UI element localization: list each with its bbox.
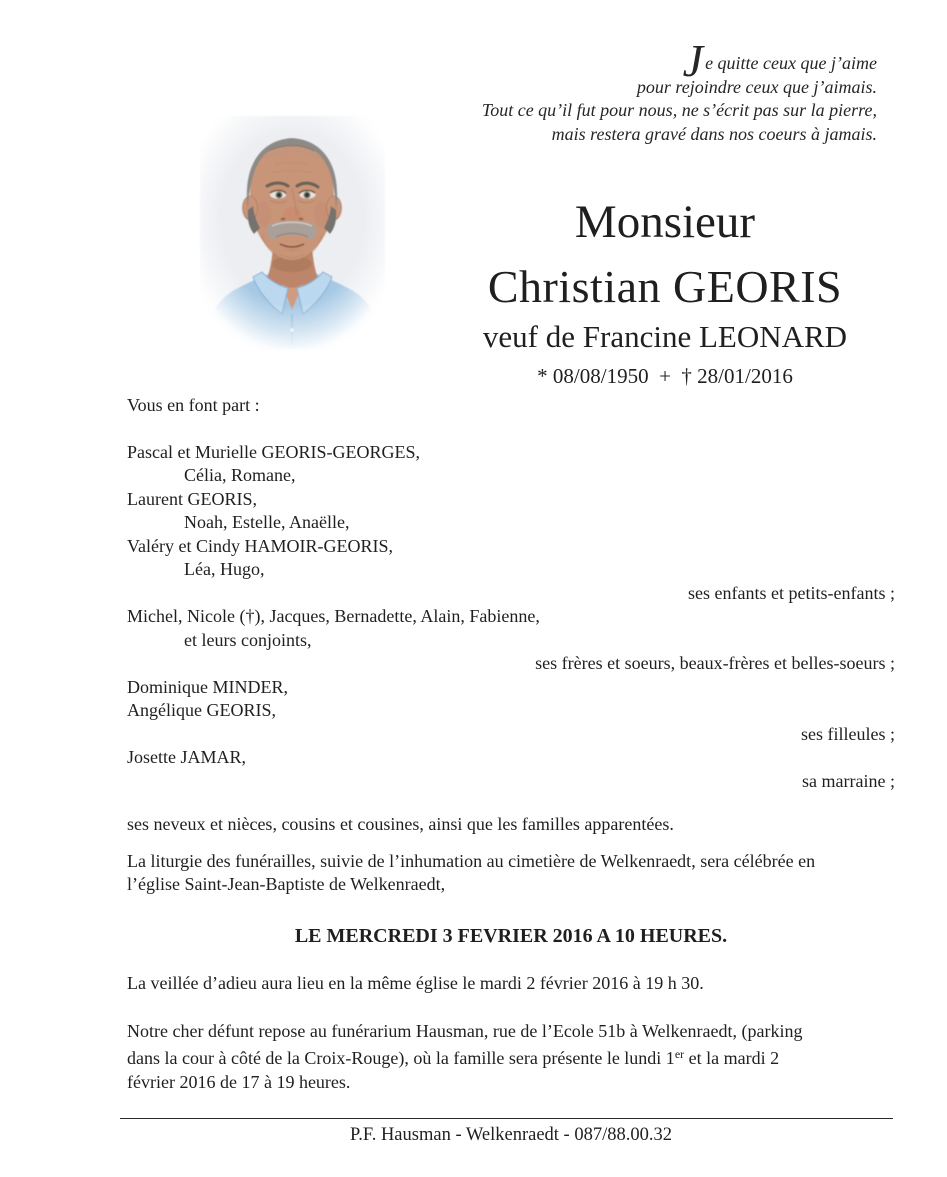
repose-line-3: février 2016 de 17 à 19 heures. [127,1071,351,1092]
funeral-home-footer: P.F. Hausman - Welkenraedt - 087/88.00.32 [350,1125,672,1145]
repose-line-2-after: et la mardi 2 [684,1048,780,1068]
portrait-photo [190,102,395,350]
ceremony-date-line: LE MERCREDI 3 FEVRIER 2016 A 10 HEURES. [294,924,728,947]
relation-line: veuf de Francine LEONARD [482,319,848,354]
footer-divider [120,1118,893,1119]
vigil-line: La veillée d’adieu aura lieu en la même église le mardi 2 février 2016 à 19 h 30. [127,973,704,993]
liturgy-line-1: La liturgie des funérailles, suivie de l’inhumation au cimetière de Welkenraedt, sera célébrée en [127,850,816,871]
family-line: Léa, Hugo, [184,559,265,579]
relationship-label: ses filleules ; [801,723,895,744]
ordinal-superscript: er [674,1047,685,1061]
family-line: Noah, Estelle, Anaëlle, [184,512,350,532]
relatives-line: ses neveux et nièces, cousins et cousines, ainsi que les familles apparentées. [127,814,674,834]
quote-line-3: Tout ce qu’il fut pour nous, ne s’écrit pas sur la pierre, [481,100,877,120]
family-line: Josette JAMAR, [127,747,247,767]
memorial-quote [481,35,877,146]
family-line: et leurs conjoints, [184,629,312,650]
liturgy-line-2: l’église Saint-Jean-Baptiste de Welkenraedt, [127,874,446,894]
relationship-label: ses enfants et petits-enfants ; [688,582,895,603]
birth-death-dates: * 08/08/1950 + † 28/01/2016 [537,364,793,388]
deceased-name: Christian GEORIS [487,261,843,312]
salutation: Monsieur [574,196,756,248]
announcement-body [127,394,895,1094]
family-line: Angélique GEORIS, [127,700,276,720]
repose-line-2 [127,1043,895,1071]
family-line: Célia, Romane, [184,465,296,485]
quote-line-2: pour rejoindre ceux que j’aimais. [636,76,877,97]
family-line: Dominique MINDER, [127,676,288,697]
photo-vignette [190,102,395,350]
family-line: Valéry et Cindy HAMOIR-GEORIS, [127,535,393,556]
quote-line-1 [482,35,877,86]
repose-line-1: Notre cher défunt repose au funérarium Hausman, rue de l’Ecole 51b à Welkenraedt, (parking [127,1020,803,1041]
liturgy-paragraph [127,850,895,897]
relationship-label: ses frères et soeurs, beaux-frères et belles-soeurs ; [535,653,895,673]
relationship-label: sa marraine ; [802,770,895,791]
quote-line-4: mais restera gravé dans nos coeurs à jamais. [551,123,877,144]
quote-initial: J [682,35,704,86]
repose-line-2-before: dans la cour à côté de la Croix-Rouge), où la famille sera présente le lundi 1 [127,1048,675,1068]
quote-line-1-text: e quitte ceux que j’aime [705,53,877,73]
intro-line: Vous en font part : [127,395,260,415]
family-line: Michel, Nicole (†), Jacques, Bernadette, Alain, Fabienne, [127,606,540,626]
repose-paragraph [127,1020,895,1095]
family-line: Pascal et Murielle GEORIS-GEORGES, [127,441,420,462]
family-line: Laurent GEORIS, [127,488,257,509]
